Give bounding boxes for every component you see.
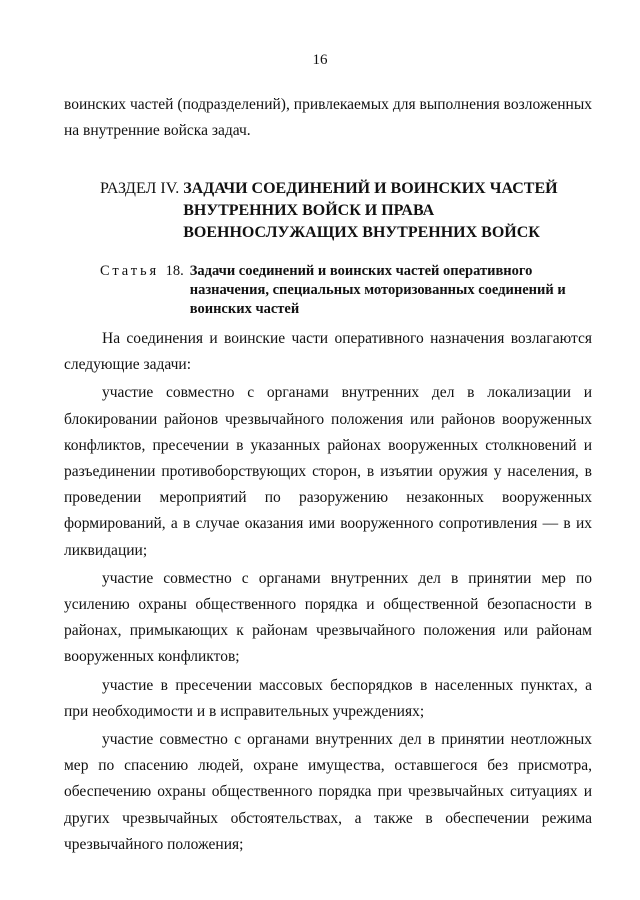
article-heading <box>100 262 600 319</box>
continuation-paragraph: воинских частей (подразделений), привлекаемых для выполнения возложенных на внутренние войска задач. <box>64 96 592 139</box>
article-number: 18. <box>165 263 184 279</box>
article-label <box>100 262 190 319</box>
article-title: Задачи соединений и воинских частей оперативного назначения, специальных моторизованных соединений и воинских частей <box>189 263 566 317</box>
section-heading <box>100 178 600 244</box>
paragraph: На соединения и воинские части оперативного назначения возлагаются следующие задачи: <box>64 330 592 374</box>
section-label: РАЗДЕЛ IV. <box>100 180 180 197</box>
paragraph: участие в пресечении массовых беспорядков в населенных пунктах, а при необходимости и в исправительных учреждениях; <box>64 676 592 720</box>
article-word: Статья <box>100 263 160 279</box>
section-title: ЗАДАЧИ СОЕДИНЕНИЙ И ВОИНСКИХ ЧАСТЕЙ ВНУТРЕННИХ ВОЙСК И ПРАВА ВОЕННОСЛУЖАЩИХ ВНУТРЕННИХ ВОЙСК <box>183 180 558 241</box>
paragraph: участие совместно с органами внутренних дел в локализации и блокировании районов чрезвычайного положения или районов вооруженных конфликтов, пресечении в указанных районах вооруженных столкновений и разъединении противоборствующих сторон, в изъятии оружия у населения, в проведении мероприятий по разоружению незаконных вооруженных формирований, а в случае оказания ими вооруженного сопротивления — в их ликвидации; <box>64 384 592 559</box>
page-number: 16 <box>312 52 328 68</box>
paragraph: участие совместно с органами внутренних дел в принятии мер по усилению охраны общественного порядка и общественной безопасности в районах, примыкающих к районам чрезвычайного положения или районам вооруженных конфликтов; <box>64 569 592 666</box>
article-body <box>64 326 592 860</box>
paragraph: участие совместно с органами внутренних дел в принятии неотложных мер по спасению людей, охране имущества, оставшегося без присмотра, обеспечению охраны общественного порядка при чрезвычайных ситуациях и других чрезвычайных обстоятельствах, а также в обеспечении режима чрезвычайного положения; <box>64 731 592 853</box>
